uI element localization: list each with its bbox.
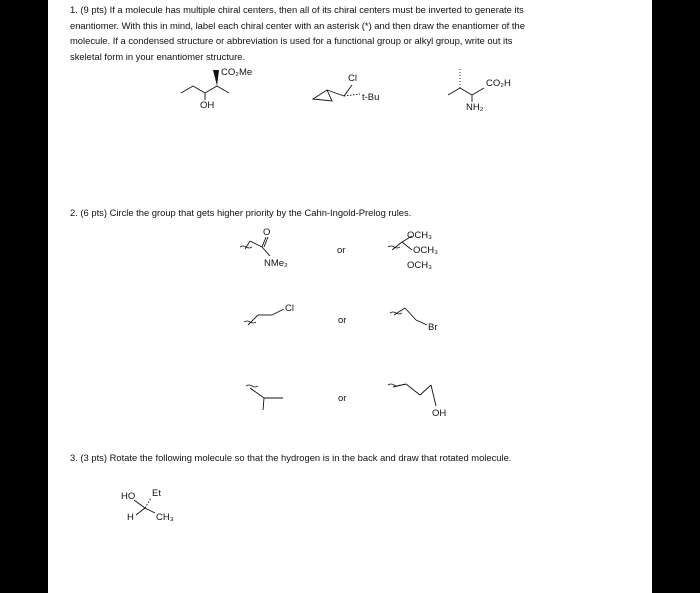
q1-m3-amine-label: NH₂: [466, 102, 484, 113]
q1-m2-chloro-label: Cl: [348, 73, 357, 84]
wavy-bond-mark: [388, 384, 400, 386]
q2-p2-left-label: Cl: [285, 303, 294, 314]
q2-p1-oxygen-label: O: [263, 227, 271, 238]
wavy-bond-mark: [246, 385, 258, 387]
q2-pair-1-left: [245, 237, 270, 256]
q2-p1-or: or: [337, 245, 346, 256]
q3-et-label: Et: [152, 488, 161, 499]
q2-p1-right-mid: OCH₃: [413, 245, 438, 256]
question-3-text: 3. (3 pts) Rotate the following molecule so that the hydrogen is in the back and draw that rotated molecule.: [70, 452, 512, 463]
q2-p2-right-label: Br: [428, 322, 438, 333]
q3-h-label: H: [127, 512, 134, 523]
q2-pair-2-right: [394, 308, 427, 325]
question-2-text: 2. (6 pts) Circle the group that gets higher priority by the Cahn-Ingold-Prelog rules.: [70, 207, 412, 218]
q3-ch3-label: CH₃: [156, 512, 174, 523]
q2-p1-left-label: NMe₂: [264, 258, 288, 269]
q1-molecule-3: [448, 68, 484, 102]
q2-pair-3-left: [250, 388, 283, 410]
q2-p3-right-label: OH: [432, 408, 447, 419]
q2-pair-3-right: [393, 384, 436, 406]
q2-p1-right-top: OCH₃: [407, 230, 432, 241]
q2-p1-right-bottom: OCH₃: [407, 260, 432, 271]
q2-p3-or: or: [338, 393, 347, 404]
wavy-bond-mark: [388, 246, 400, 248]
q1-m1-ester-label: CO₂Me: [221, 67, 253, 78]
q2-p2-or: or: [338, 315, 347, 326]
q1-molecule-2: [313, 85, 360, 101]
q1-m1-hydroxyl-label: OH: [200, 100, 215, 111]
q1-m3-acid-label: CO₂H: [486, 78, 511, 89]
question-1-text: 1. (9 pts) If a molecule has multiple chiral centers, then all of its chiral centers must be inverted to generate its enantiomer. With this in mind, label each chiral center with an asterisk (*) and then draw the enantiomer of the molecule. If a condensed structure or abbreviation is used for a functional group or alkyl group, write out its skeletal form in your enantiomer structure.: [70, 4, 525, 62]
q1-m2-tbutyl-label: t-Bu: [362, 92, 380, 103]
q3-molecule: [134, 498, 155, 515]
q3-ho-label: HO: [121, 491, 136, 502]
